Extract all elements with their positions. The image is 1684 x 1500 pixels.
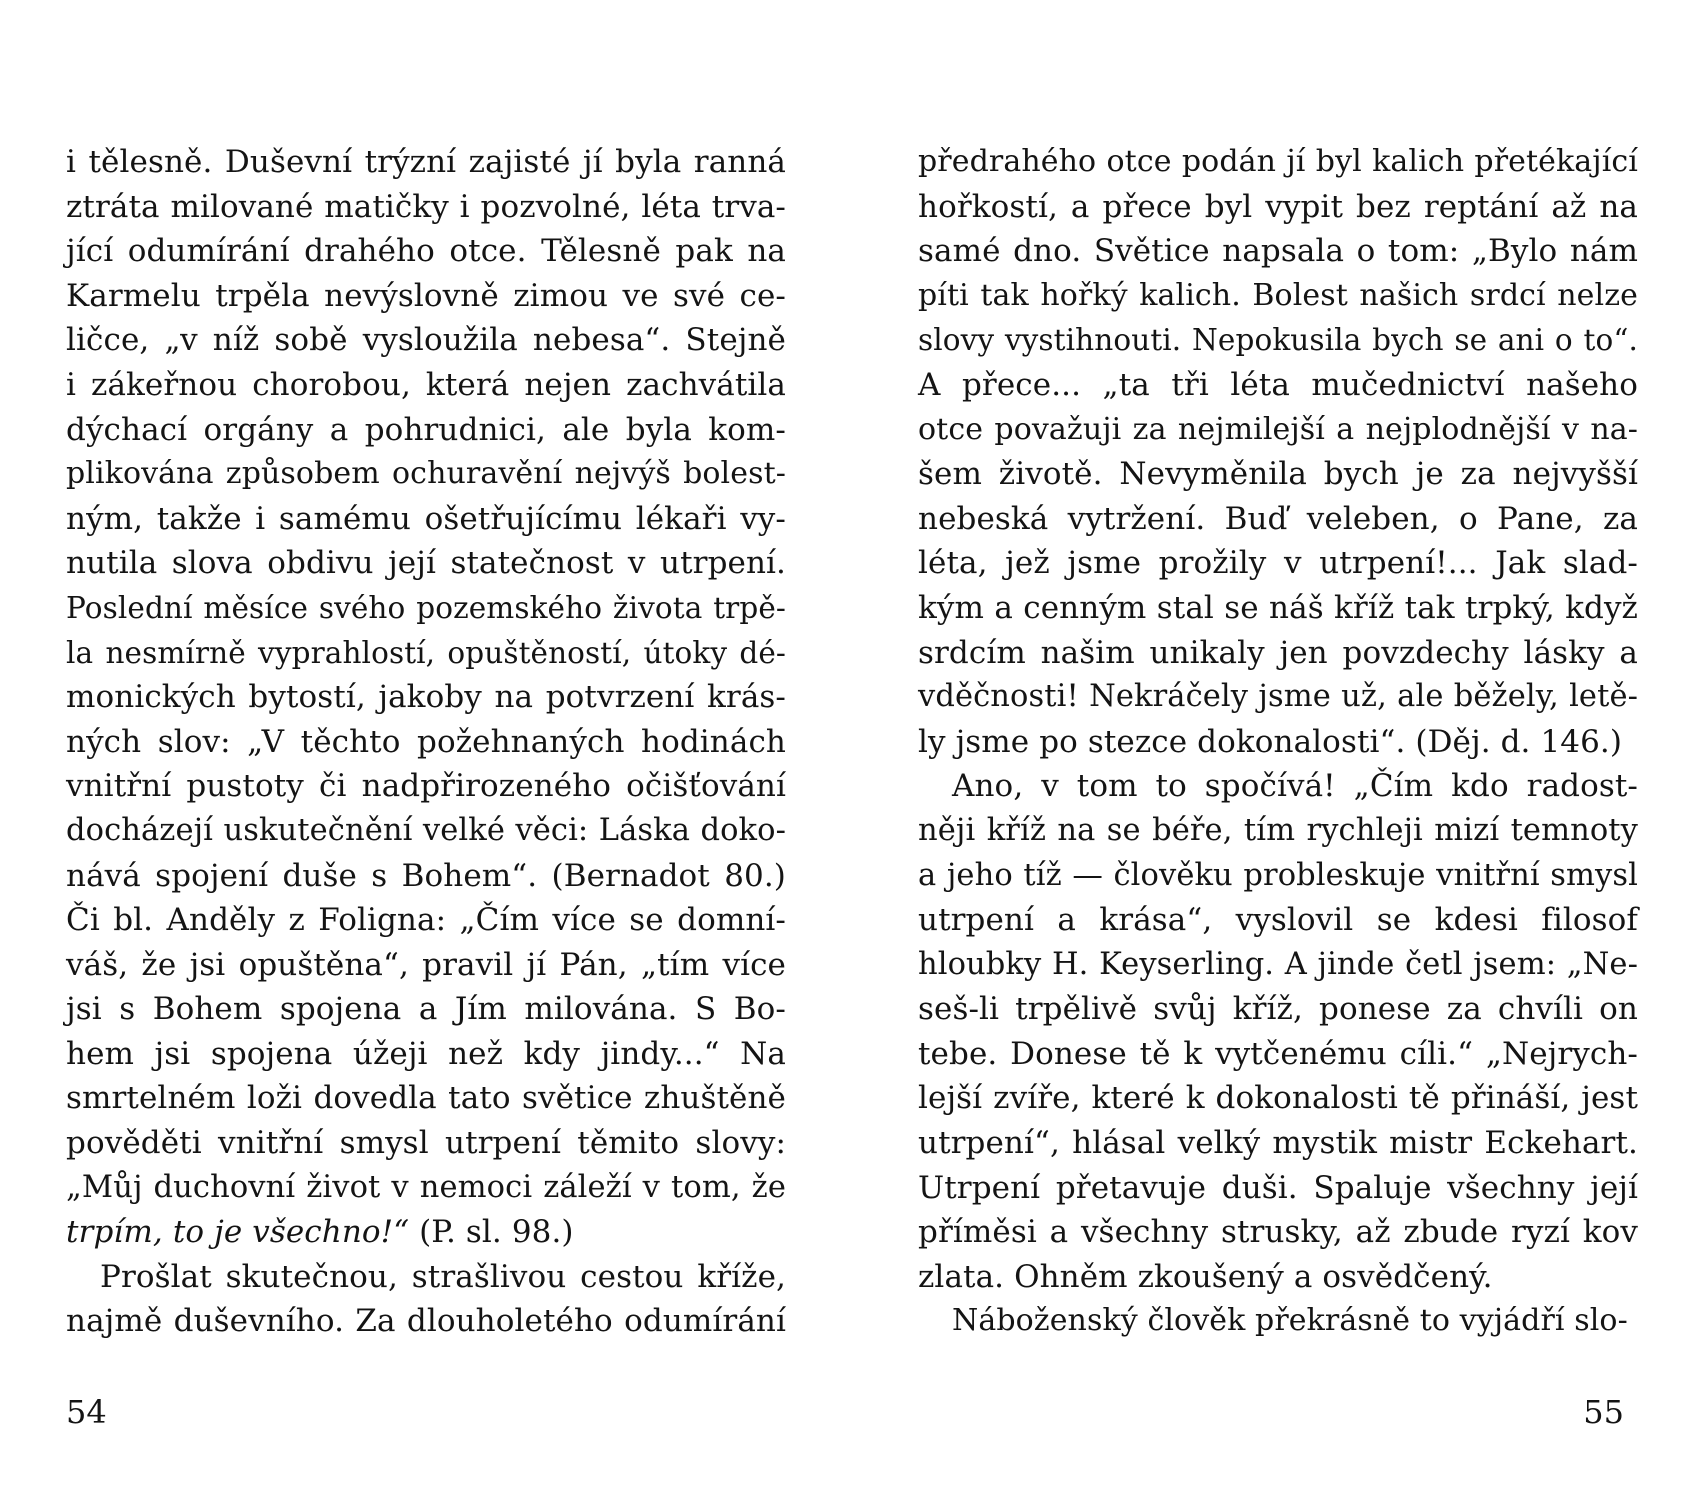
text-line: zlata. Ohněm zkoušený a osvědčený. <box>918 1258 1493 1295</box>
right-page <box>842 0 1684 1500</box>
text-line: Náboženský člověk překrásně to vyjádří slo- <box>952 1303 1628 1339</box>
right-page-text <box>918 140 1638 1344</box>
text-line: Karmelu trpěla nevýslovně zimou ve své ce- <box>66 277 786 314</box>
text-line: píti tak hořký kalich. Bolest našich srdcí nelze <box>918 277 1638 313</box>
text-line: slovy vystihnouti. Nepokusila bych se ani o to“. <box>918 323 1638 358</box>
text-line: A přece... „ta tři léta mučednictví našeho <box>918 366 1638 403</box>
page-number: 54 <box>66 1393 107 1431</box>
text-line: hem jsi spojena úžeji než kdy jindy...“ Na <box>66 1035 786 1072</box>
text-line: jsi s Bohem spojena a Jím milována. S Bo- <box>66 991 786 1028</box>
text-line: a jeho tíž — člověku probleskuje vnitřní smysl <box>918 857 1638 893</box>
text-line: Prošlat skutečnou, strašlivou cestou kříže, <box>100 1258 786 1295</box>
text-line: vnitřní pustoty či nadpřirozeného očišťování <box>66 768 786 805</box>
text-line: jící odumírání drahého otce. Tělesně pak na <box>66 233 786 270</box>
text-line: ným, takže i samému ošetřujícímu lékaři vy- <box>66 500 786 537</box>
text-line: ly jsme po stezce dokonalosti“. (Děj. d. 146.) <box>918 723 1623 760</box>
text-line: nutila slova obdivu její statečnost v utrpení. <box>66 545 786 582</box>
text-line: srdcím našim unikaly jen povzdechy lásky a <box>918 634 1638 671</box>
text-line: předrahého otce podán jí byl kalich přetékající <box>918 144 1638 179</box>
text-line: ných slov: „V těchto požehnaných hodinách <box>66 723 786 760</box>
text-line: utrpení a krása“, vyslovil se kdesi filosof <box>918 902 1638 939</box>
text-line: hloubky H. Keyserling. A jinde četl jsem: „Ne- <box>918 946 1638 982</box>
text-line: la nesmírně vyprahlostí, opuštěností, útoky dé- <box>66 635 786 670</box>
text-line: váš, že jsi opuštěna“, pravil jí Pán, „tím více <box>66 946 786 983</box>
text-line: i zákeřnou chorobou, která nejen zachvátila <box>66 366 786 403</box>
text-line: pověděti vnitřní smysl utrpení těmito slovy: <box>66 1125 786 1162</box>
text-line: ličce, „v níž sobě vysloužila nebesa“. Stejně <box>66 322 786 359</box>
italic-quote: trpím, to je všechno!“ <box>66 1214 410 1251</box>
text-line: vděčnosti! Nekráčely jsme už, ale běžely, letě- <box>918 679 1638 715</box>
text-line: ztráta milované matičky i pozvolné, léta trva- <box>66 188 786 225</box>
text-line: smrtelném loži dovedla tato světice zhuštěně <box>66 1080 786 1117</box>
text-line: „Můj duchovní život v nemoci záleží v tom, že <box>66 1169 786 1205</box>
citation: (P. sl. 98.) <box>409 1214 574 1251</box>
text-line: šem životě. Nevyměnila bych je za nejvyšší <box>918 456 1638 493</box>
text-line: kým a cenným stal se náš kříž tak trpký, když <box>918 589 1638 626</box>
text-line: dýchací orgány a pohrudnici, ale byla kom- <box>66 411 786 448</box>
text-line: tebe. Donese tě k vytčenému cíli.“ „Nejrych- <box>918 1035 1638 1072</box>
text-line: nebeská vytržení. Buď veleben, o Pane, za <box>918 500 1638 537</box>
text-line: léta, jež jsme prožily v utrpení!... Jak slad- <box>918 545 1638 582</box>
text-line: i tělesně. Duševní trýzní zajisté jí byla ranná <box>66 144 786 180</box>
text-line: docházejí uskutečnění velké věci: Láska doko- <box>66 812 786 848</box>
text-line: hořkostí, a přece byl vypit bez reptání až na <box>918 188 1638 225</box>
text-line: otce považuji za nejmilejší a nejplodnější v na- <box>918 411 1638 447</box>
text-line: plikována způsobem ochuravění nejvýš bolest- <box>66 456 786 492</box>
text-line: seš-li trpělivě svůj kříž, ponese za chvíli on <box>918 991 1638 1028</box>
text-line: Ano, v tom to spočívá! „Čím kdo radost- <box>952 768 1638 805</box>
text-line: Poslední měsíce svého pozemského života trpě- <box>66 590 786 625</box>
text-line: něji kříž na se béře, tím rychleji mizí temnoty <box>918 812 1638 848</box>
left-page-text <box>66 140 786 1344</box>
text-line: utrpení“, hlásal velký mystik mistr Eckehart. <box>918 1125 1638 1162</box>
page-number: 55 <box>1583 1393 1624 1431</box>
text-line: monických bytostí, jakoby na potvrzení krás- <box>66 679 786 716</box>
text-line: Utrpení přetavuje duši. Spaluje všechny její <box>918 1169 1638 1206</box>
text-line: příměsi a všechny strusky, až zbude ryzí kov <box>918 1214 1638 1251</box>
text-line <box>66 1210 786 1255</box>
text-line: nává spojení duše s Bohem“. (Bernadot 80.) <box>66 857 786 894</box>
text-line: samé dno. Světice napsala o tom: „Bylo nám <box>918 233 1638 270</box>
text-line: Či bl. Anděly z Foligna: „Čím více se domní- <box>66 902 786 939</box>
text-line: najmě duševního. Za dlouholetého odumírání <box>66 1303 786 1340</box>
text-line: lejší zvíře, které k dokonalosti tě přináší, jest <box>918 1080 1638 1117</box>
